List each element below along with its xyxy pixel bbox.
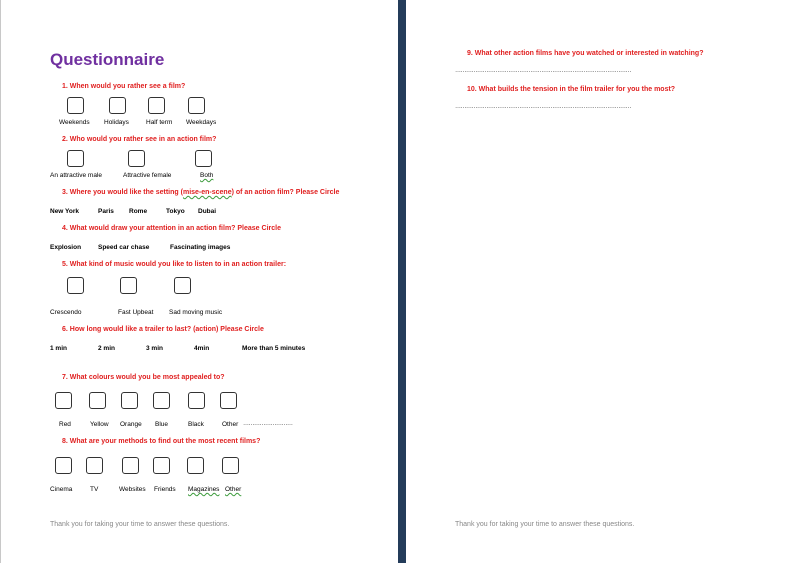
- checkbox-magazines[interactable]: [187, 457, 204, 474]
- question-2: 2. Who would you rather see in an action film?: [62, 136, 217, 143]
- option-label: Cinema: [50, 486, 73, 493]
- question-3-term: mise-en-scene: [182, 189, 232, 196]
- checkbox-holidays[interactable]: [109, 97, 126, 114]
- question-4: 4. What would draw your attention in an action film? Please Circle: [62, 225, 281, 232]
- option-label: Fast Upbeat: [118, 309, 154, 316]
- page-footer: Thank you for taking your time to answer these questions.: [50, 521, 230, 528]
- circle-option[interactable]: Rome: [129, 208, 148, 215]
- option-label: Websites: [119, 486, 146, 493]
- option-label: Magazines: [188, 486, 220, 493]
- question-3-text-b: ) of an action film? Please Circle: [231, 189, 340, 196]
- option-label: Orange: [120, 421, 142, 428]
- page-footer: Thank you for taking your time to answer these questions.: [455, 521, 635, 528]
- option-label: Other: [225, 486, 242, 493]
- checkbox-both[interactable]: [195, 150, 212, 167]
- circle-option[interactable]: Dubai: [198, 208, 217, 215]
- option-label: Blue: [155, 421, 169, 428]
- checkbox-blue[interactable]: [153, 392, 170, 409]
- option-label: Holidays: [104, 119, 129, 126]
- question-1: 1. When would you rather see a film?: [62, 83, 186, 90]
- option-label: Yellow: [90, 421, 109, 428]
- question-8: 8. What are your methods to find out the most recent films?: [62, 438, 261, 445]
- checkbox-websites[interactable]: [122, 457, 139, 474]
- circle-option[interactable]: Explosion: [50, 244, 82, 251]
- option-label: Half term: [146, 119, 173, 126]
- circle-option[interactable]: Paris: [98, 208, 114, 215]
- page-gutter: [398, 0, 406, 563]
- question-3: [62, 189, 339, 196]
- question-7: 7. What colours would you be most appealed to?: [62, 374, 225, 381]
- circle-option[interactable]: 1 min: [50, 345, 67, 352]
- checkbox-other-methods[interactable]: [222, 457, 239, 474]
- question-6: 6. How long would like a trailer to last? (action) Please Circle: [62, 326, 264, 333]
- checkbox-cinema[interactable]: [55, 457, 72, 474]
- checkbox-attractive-female[interactable]: [128, 150, 145, 167]
- option-label: Red: [59, 421, 71, 428]
- checkbox-tv[interactable]: [86, 457, 103, 474]
- checkbox-attractive-male[interactable]: [67, 150, 84, 167]
- answer-line-9[interactable]: ……………………………………………………………………………………: [455, 68, 631, 74]
- question-9: 9. What other action films have you watched or interested in watching?: [467, 50, 704, 57]
- option-label: Crescendo: [50, 309, 82, 316]
- option-label: Weekdays: [186, 119, 217, 126]
- option-label: Attractive female: [123, 172, 172, 179]
- checkbox-red[interactable]: [55, 392, 72, 409]
- option-label: Black: [188, 421, 204, 428]
- checkbox-other[interactable]: [220, 392, 237, 409]
- page-title: Questionnaire: [50, 50, 165, 69]
- question-3-text-a: 3. Where you would like the setting (: [62, 189, 183, 196]
- checkbox-weekdays[interactable]: [188, 97, 205, 114]
- question-10: 10. What builds the tension in the film trailer for you the most?: [467, 86, 676, 93]
- checkbox-sad-moving-music[interactable]: [174, 277, 191, 294]
- checkbox-black[interactable]: [188, 392, 205, 409]
- circle-option[interactable]: Speed car chase: [98, 244, 150, 251]
- option-label: TV: [90, 486, 99, 493]
- checkbox-fast-upbeat[interactable]: [120, 277, 137, 294]
- question-5: 5. What kind of music would you like to listen to in an action trailer:: [62, 261, 287, 268]
- checkbox-orange[interactable]: [121, 392, 138, 409]
- other-answer-line[interactable]: ………………………: [243, 421, 293, 427]
- option-label: Friends: [154, 486, 176, 493]
- option-label: Sad moving music: [169, 309, 223, 316]
- checkbox-weekends[interactable]: [67, 97, 84, 114]
- circle-option[interactable]: 2 min: [98, 345, 115, 352]
- circle-option[interactable]: 3 min: [146, 345, 163, 352]
- circle-option[interactable]: New York: [50, 208, 80, 215]
- circle-option[interactable]: 4min: [194, 345, 210, 352]
- checkbox-crescendo[interactable]: [67, 277, 84, 294]
- document-page-2: [406, 0, 804, 563]
- circle-option[interactable]: Fascinating images: [170, 244, 231, 251]
- answer-line-10[interactable]: ……………………………………………………………………………………: [455, 104, 631, 110]
- option-label: Weekends: [59, 119, 90, 126]
- checkbox-yellow[interactable]: [89, 392, 106, 409]
- option-label: Other: [222, 421, 239, 428]
- circle-option[interactable]: More than 5 minutes: [242, 345, 306, 352]
- checkbox-friends[interactable]: [153, 457, 170, 474]
- circle-option[interactable]: Tokyo: [166, 208, 185, 215]
- option-label: Both: [200, 172, 214, 179]
- checkbox-half-term[interactable]: [148, 97, 165, 114]
- option-label: An attractive male: [50, 172, 103, 179]
- document-page-1: [0, 0, 398, 563]
